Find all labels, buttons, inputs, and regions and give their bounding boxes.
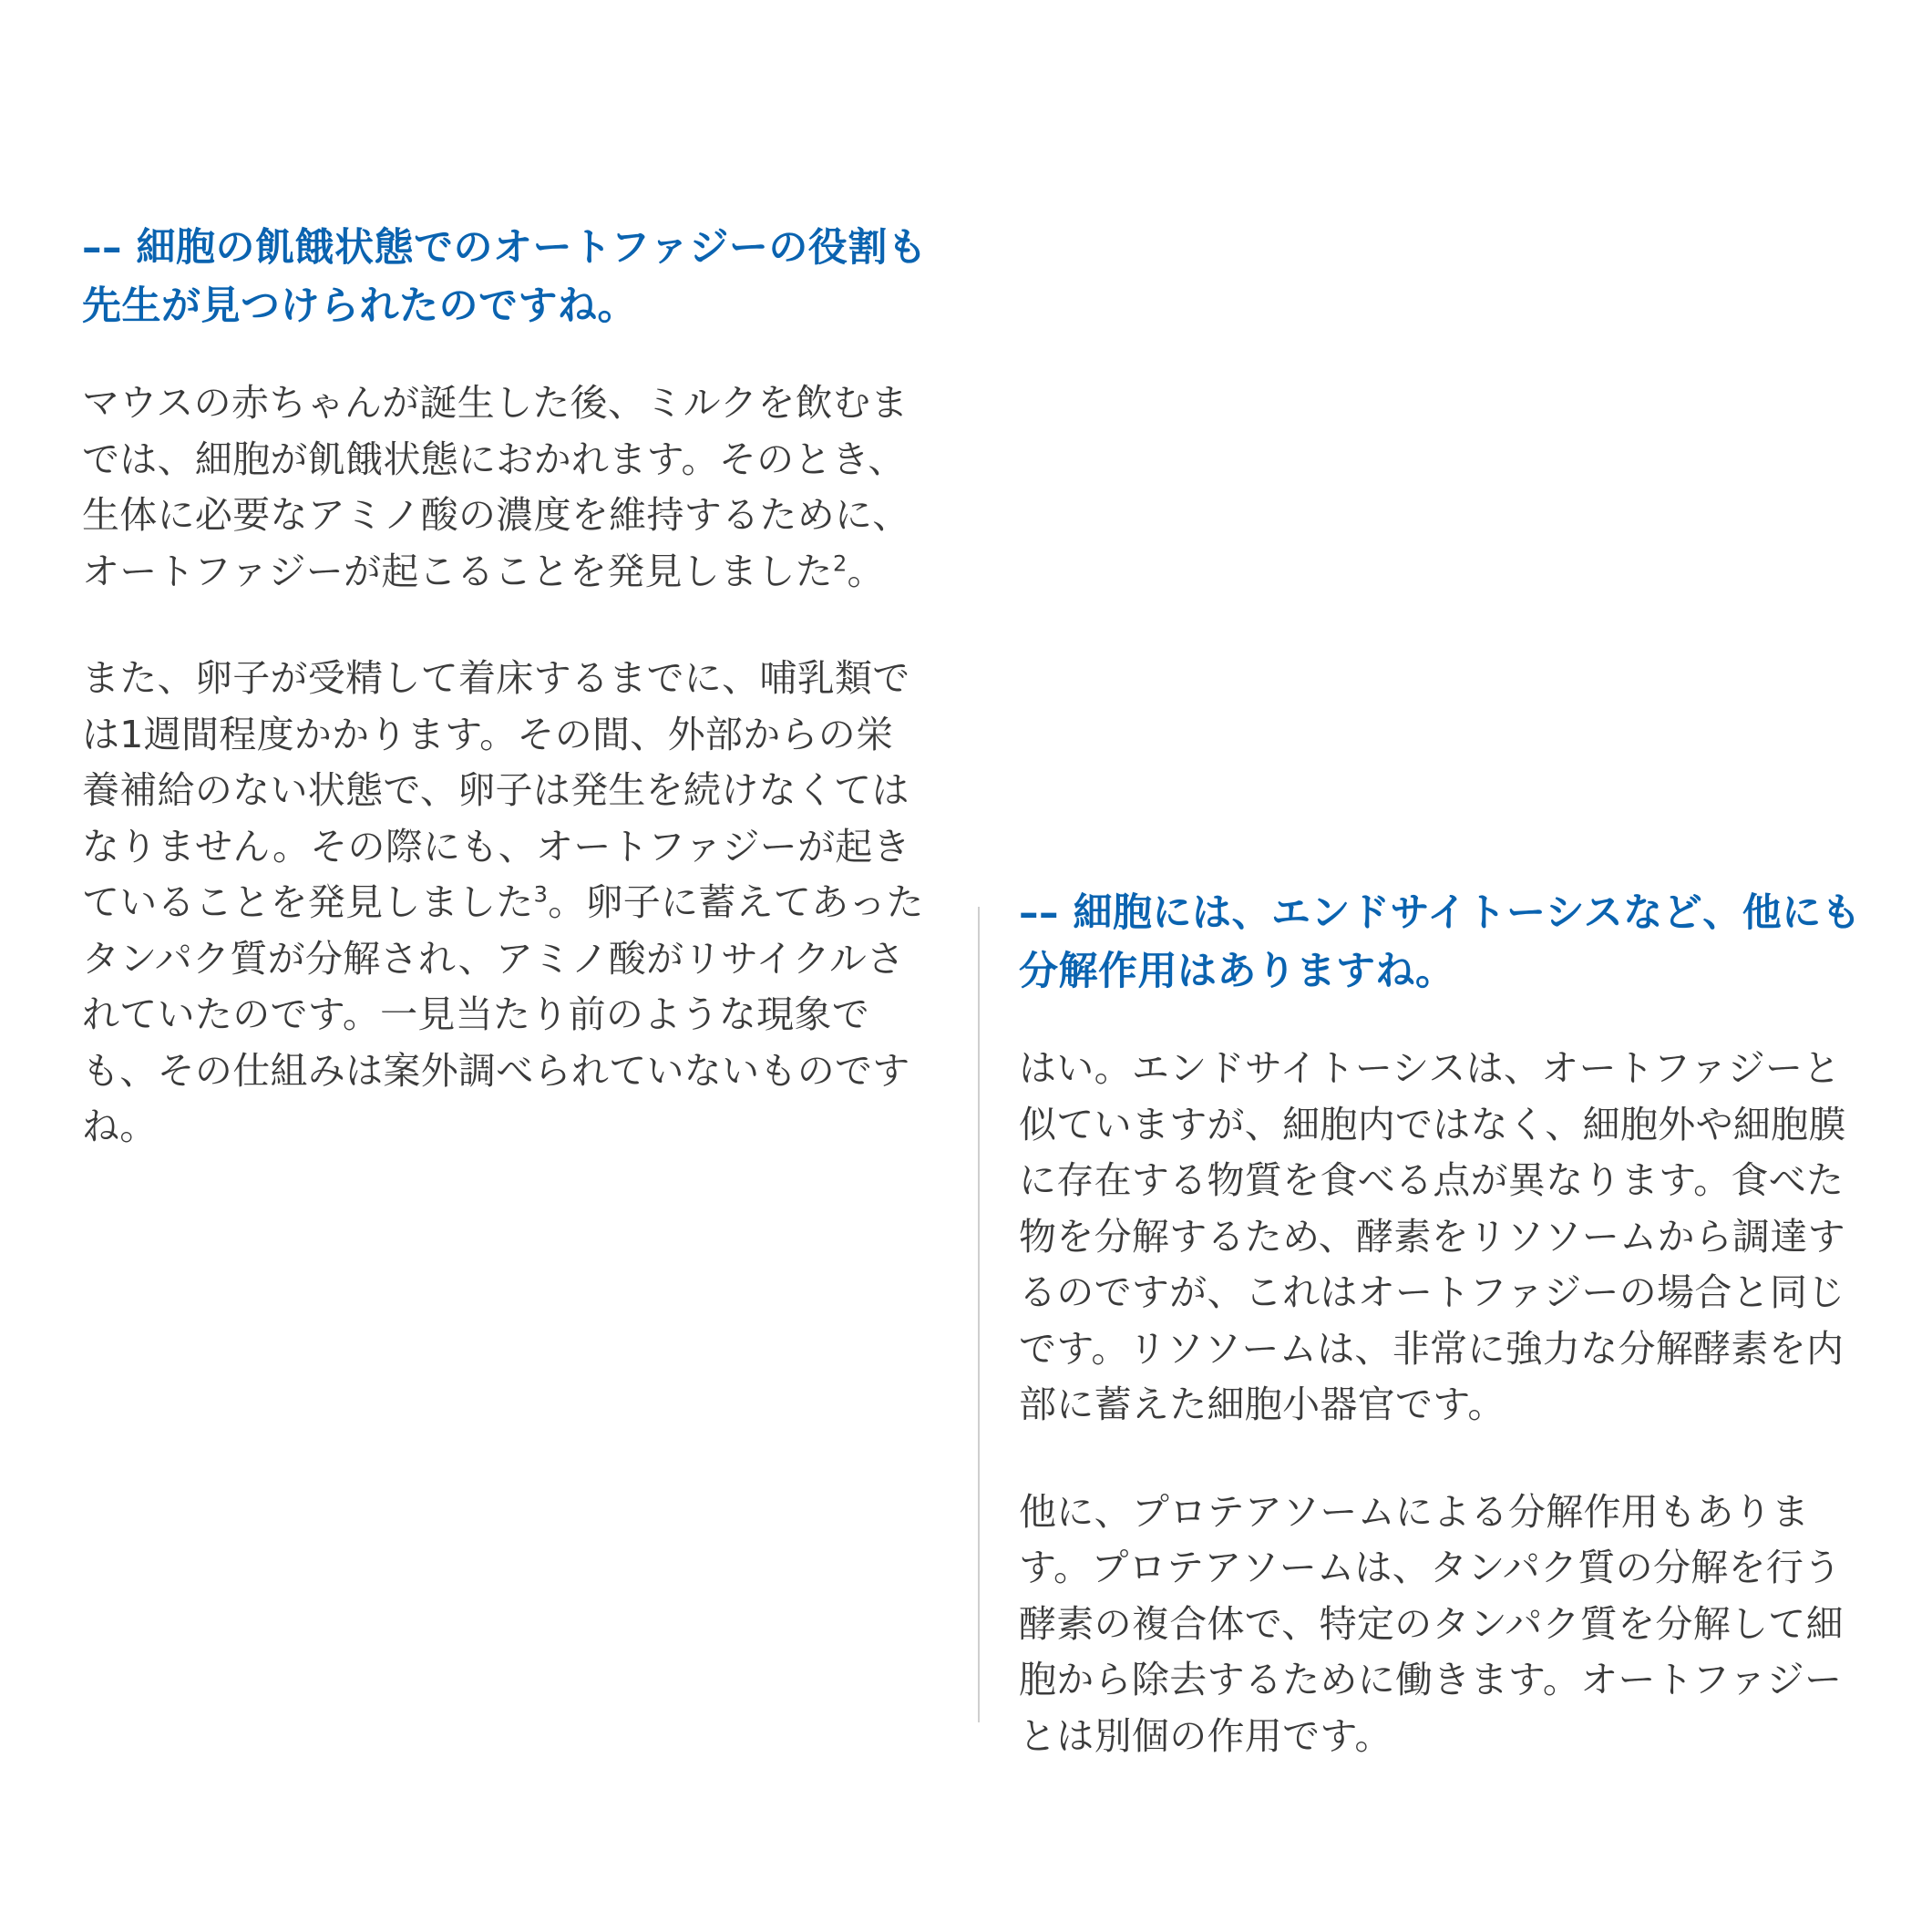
left-column	[82, 219, 930, 1207]
right-column	[1019, 884, 1866, 1815]
answer-paragraph: はい。エンドサイトーシスは、オートファジーと似ていますが、細胞内ではなく、細胞外や細胞膜に存在する物質を食べる点が異なります。食べた物を分解するため、酵素をリソソームから調達するのですが、これはオートファジーの場合と同じです。リソソームは、非常に強力な分解酵素を内部に蓄えた細胞小器官です。	[1019, 1046, 1846, 1426]
answer-paragraph	[82, 651, 930, 1156]
footnote-ref[interactable]: 3	[533, 881, 549, 908]
paragraph-text: マウスの赤ちゃんが誕生した後、ミルクを飲むまでは、細胞が飢餓状態におかれます。そのとき、生体に必要なアミノ酸の濃度を維持するために、オートファジーが起こることを発見しました	[82, 381, 910, 593]
answer-paragraph	[82, 375, 930, 600]
paragraph-text: また、卵子が受精して着床するまでに、哺乳類では1週間程度かかります。その間、外部からの栄養補給のない状態で、卵子は発生を続けなくてはなりません。その際にも、オートファジーが起きていることを発見しました	[82, 656, 911, 924]
paragraph-text-tail: 。卵子に蓄えてあったタンパク質が分解され、アミノ酸がリサイクルされていたのです。一見当たり前のような現象でも、その仕組みは案外調べられていないものですね。	[82, 880, 924, 1148]
paragraph-text-tail: 。	[847, 549, 885, 593]
column-divider	[978, 907, 980, 1722]
footnote-ref[interactable]: 2	[832, 550, 848, 576]
answer-paragraph: 他に、プロテアソームによる分解作用もあります。プロテアソームは、タンパク質の分解を行う酵素の複合体で、特定のタンパク質を分解して細胞から除去するために働きます。オートファジーとは別個の作用です。	[1019, 1489, 1844, 1758]
interview-question: –– 細胞には、エンドサイトーシスなど、他にも分解作用はありますね。	[1019, 890, 1862, 994]
interview-question: –– 細胞の飢餓状態でのオートファジーの役割も先生が見つけられたのですね。	[82, 225, 928, 329]
